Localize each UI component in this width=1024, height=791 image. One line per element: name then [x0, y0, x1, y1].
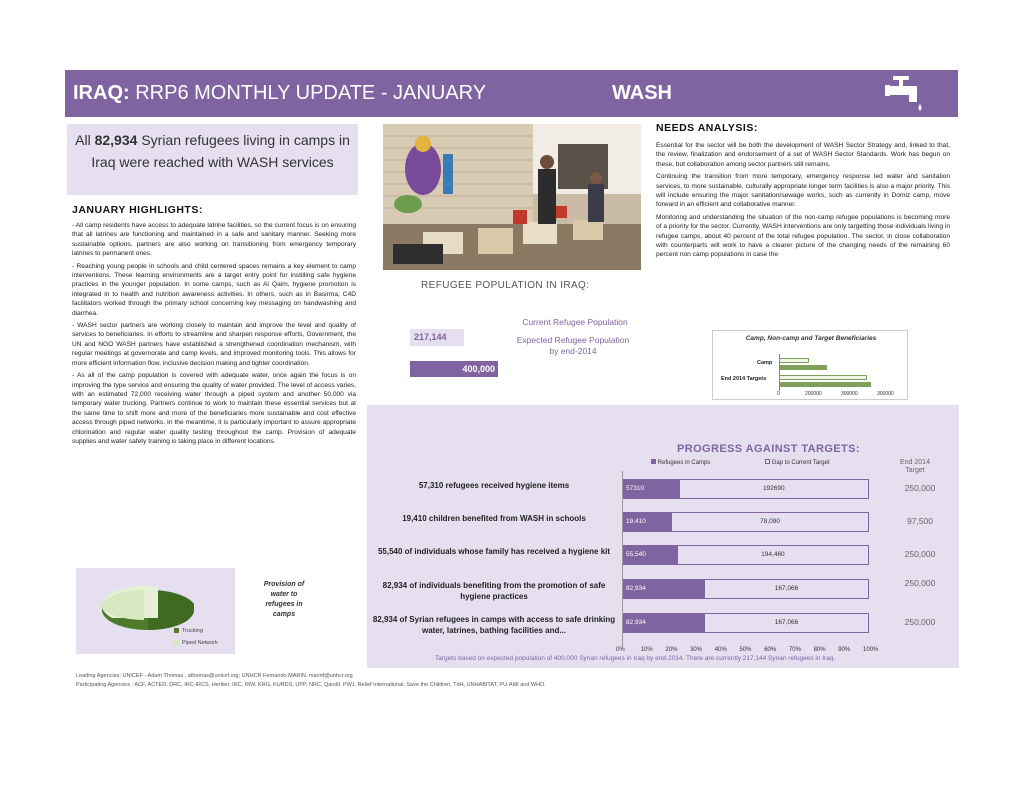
progress-axis-tick: 60%: [764, 647, 777, 653]
callout-line-1: All 82,934 Syrian refugees living in camps in: [75, 132, 350, 148]
progress-bar-reached: 82,934: [622, 613, 704, 633]
progress-bar-gap: 78,090: [671, 512, 869, 532]
photo-illustration: [383, 124, 641, 270]
mini-chart-bar-target: [779, 375, 867, 380]
progress-target-value: 97,500: [907, 516, 933, 526]
progress-bar-gap: 194,460: [677, 545, 869, 565]
mini-chart-bar-noncamp: [779, 365, 827, 370]
mini-chart-title: Camp, Non-camp and Target Beneficiaries: [745, 335, 877, 342]
progress-row-label: 82,934 of individuals benefiting from the promotion of safe hygiene practices: [382, 581, 606, 601]
mini-chart-bar-target2: [779, 382, 871, 387]
highlight-paragraph: - All camp residents have access to adequate latrine facilities, so the current focus is on ensuring that all latrines are functioning and maintained in a safe and sanitary manner. Seeking more sustainable options, partners are also working on transitioning from emergency temporary latrines to permanent ones.: [72, 222, 356, 258]
distribution-photo: [383, 124, 641, 270]
water-tap-icon: [885, 74, 929, 114]
highlight-paragraph: - Reaching young people in schools and child centered spaces remains a key element to camp interventions. These learning environments are a target entry point for instilling safe hygiene practices in the younger population. In some camps, such as Al Qaim, hygiene promotion is integrated in to health and nutrition awareness activities. In others, such as in Basirma, C4D facilitators worked through the primary school concerning key messaging on handwashing and diarrhea.: [72, 262, 356, 317]
mini-chart-tick: 0: [777, 391, 780, 397]
pie-caption: Provision of water to refugees in camps: [263, 581, 305, 618]
highlight-paragraph: - As all of the camp population is covered with adequate water, once again the focus is on improving the type service and ensuring the quality of water provided. The level of access varies, with an estimated 72,000 receiving water through a piped system and another 50,000 via temporary water trucking. Partners continue to work to maintain these essential services but at the same time to shift more and more of the beneficiaries more sustainable and cost effective access through piped networks. In the meantime, it is particularly important to assure appropriate chlorination and regular water quality testing throughout the camp. Provision of adequate supplies and water safety training is taking place in different locations.: [72, 372, 356, 445]
water-provision-pie: [76, 568, 235, 654]
progress-bar-gap: 167,066: [704, 613, 869, 633]
progress-row-label: 55,540 of individuals whose family has received a hygiene kit: [377, 547, 611, 556]
pie-legend-item: Trucking: [182, 628, 203, 634]
mini-chart-bar-camp: [779, 358, 809, 363]
progress-axis: [622, 471, 623, 647]
progress-bar-reached: 82,934: [622, 579, 704, 599]
progress-target-value: 250,000: [904, 617, 936, 627]
progress-row-label: 82,934 of Syrian refugees in camps with access to safe drinking water, latrines, bathing facilities and...: [372, 615, 616, 635]
headline-callout: [67, 124, 358, 195]
mini-chart-axis: [779, 354, 780, 391]
highlights-body: [72, 221, 356, 449]
progress-bar-gap: 167,066: [704, 579, 869, 599]
needs-body: [656, 141, 950, 263]
progress-axis-tick: 100%: [863, 647, 879, 653]
progress-panel: [367, 405, 959, 668]
mini-chart-tick: 200000: [805, 391, 822, 397]
needs-title: NEEDS ANALYSIS:: [656, 122, 758, 134]
progress-bar-reached: 55,540: [622, 545, 677, 565]
page-title: IRAQ: RRP6 MONTHLY UPDATE - JANUARY: [73, 82, 487, 104]
needs-paragraph: Monitoring and understanding the situation of the non-camp refugee populations is becoming more of a priority for the sector. Currently, WASH interventions are only targetting those individuals living in refugee camps, about 40 percent of the total refugee population. The sector, in close collaboration with counterparts will work to have a clearer picture of the changing needs of the remaining 60 percent non camp populations in case the: [656, 213, 950, 259]
progress-row-label: 19,410 children benefited from WASH in schools: [402, 514, 586, 523]
target-header: End 2014 Target: [900, 459, 930, 474]
refugee-population-title: REFUGEE POPULATION IN IRAQ:: [421, 280, 590, 291]
progress-bar-reached: 19,410: [622, 512, 671, 532]
progress-axis-tick: 50%: [739, 647, 752, 653]
progress-target-value: 250,000: [904, 578, 936, 588]
progress-footnote: Targets based on expected population of 400,000 Syrian refugees in Iraq by end-2014. There are currently 217,144 Syrian refugees in Iraq.: [435, 655, 836, 662]
legend-swatch-reached: [651, 459, 656, 464]
legend-reached: Refugees in Camps: [651, 459, 710, 466]
progress-axis-tick: 0%: [616, 647, 625, 653]
progress-target-value: 250,000: [904, 483, 936, 493]
progress-axis-tick: 90%: [838, 647, 851, 653]
progress-axis-tick: 80%: [813, 647, 826, 653]
highlight-paragraph: - WASH sector partners are working closely to maintain and improve the level and quality of services to beneficiaries. In efforts to streamline and sharpen response efforts, Government, the UN and NGO WASH partners have established a strengthened coordination mechanism, with regular meetings at governorate and camp levels, and improved monitoring tools. This allows for more efficient information flow, inclusive decision making and tighter coordination.: [72, 322, 356, 367]
progress-bar-reached: 57310: [622, 479, 679, 499]
leading-agencies: Leading Agencies: UNICEF - Adam Thomas , athomas@unicef.org; UNHCR Fernando MARIN, marinf@unhcr.org: [76, 673, 353, 679]
progress-bar-gap: 192690: [679, 479, 869, 499]
participating-agencies: Participating Agencies : ACF, ACTED, DRC, IRC-IRCS, Heritier, IRC, IRW, KRG, KURDS, UPP, NRC, Qandil, PWJ, Relief International, Save the Children, TdH, UNHABITAT, PU-AMI and WHO.: [76, 682, 546, 688]
mini-chart-tick: 300000: [841, 391, 858, 397]
highlights-title: JANUARY HIGHLIGHTS:: [72, 204, 203, 216]
callout-line-2: Iraq were reached with WASH services: [91, 154, 334, 170]
progress-axis-tick: 30%: [690, 647, 703, 653]
mini-chart-tick: 300000: [877, 391, 894, 397]
legend-gap: Gap to Current Target: [765, 459, 830, 466]
needs-paragraph: Essential for the sector will be both the development of WASH Sector Strategy and, linked to that, the review, finalization and endorsement of a set of WASH Sector Standards. Work has begun on these, but collaboration among sector partners still remains.: [656, 142, 950, 168]
progress-row-label: 57,310 refugees received hygiene items: [418, 481, 570, 490]
needs-paragraph: Continuing the transition from more temporary, emergency response led water and sanitation services, to more sustainable, culturally appropriate longer term facilities is also a major priority. This will include ensuring the major sanitation/sewage works, such as currently in Domiz camp, move forward in an efficient and collaborative manner.: [656, 173, 950, 209]
mini-chart-category: End 2014 Targets: [721, 376, 767, 382]
progress-title: PROGRESS AGAINST TARGETS:: [677, 443, 860, 455]
beneficiaries-mini-chart: [712, 330, 908, 400]
legend-swatch-gap: [765, 459, 770, 464]
progress-axis-tick: 20%: [665, 647, 678, 653]
sector-name: WASH: [612, 82, 672, 104]
header-banner: [65, 70, 958, 117]
progress-axis-tick: 70%: [788, 647, 801, 653]
mini-chart-category: Camp: [757, 360, 773, 366]
current-population-label: Current Refugee Population: [522, 317, 628, 327]
expected-population-label: Expected Refugee Population by end-2014: [516, 335, 630, 356]
current-population-bar: 217,144: [410, 329, 464, 346]
progress-axis-tick: 10%: [640, 647, 653, 653]
pie-legend-item: Piped Network: [182, 640, 218, 646]
progress-axis-tick: 40%: [714, 647, 727, 653]
progress-target-value: 250,000: [904, 549, 936, 559]
expected-population-bar: 400,000: [410, 361, 498, 377]
